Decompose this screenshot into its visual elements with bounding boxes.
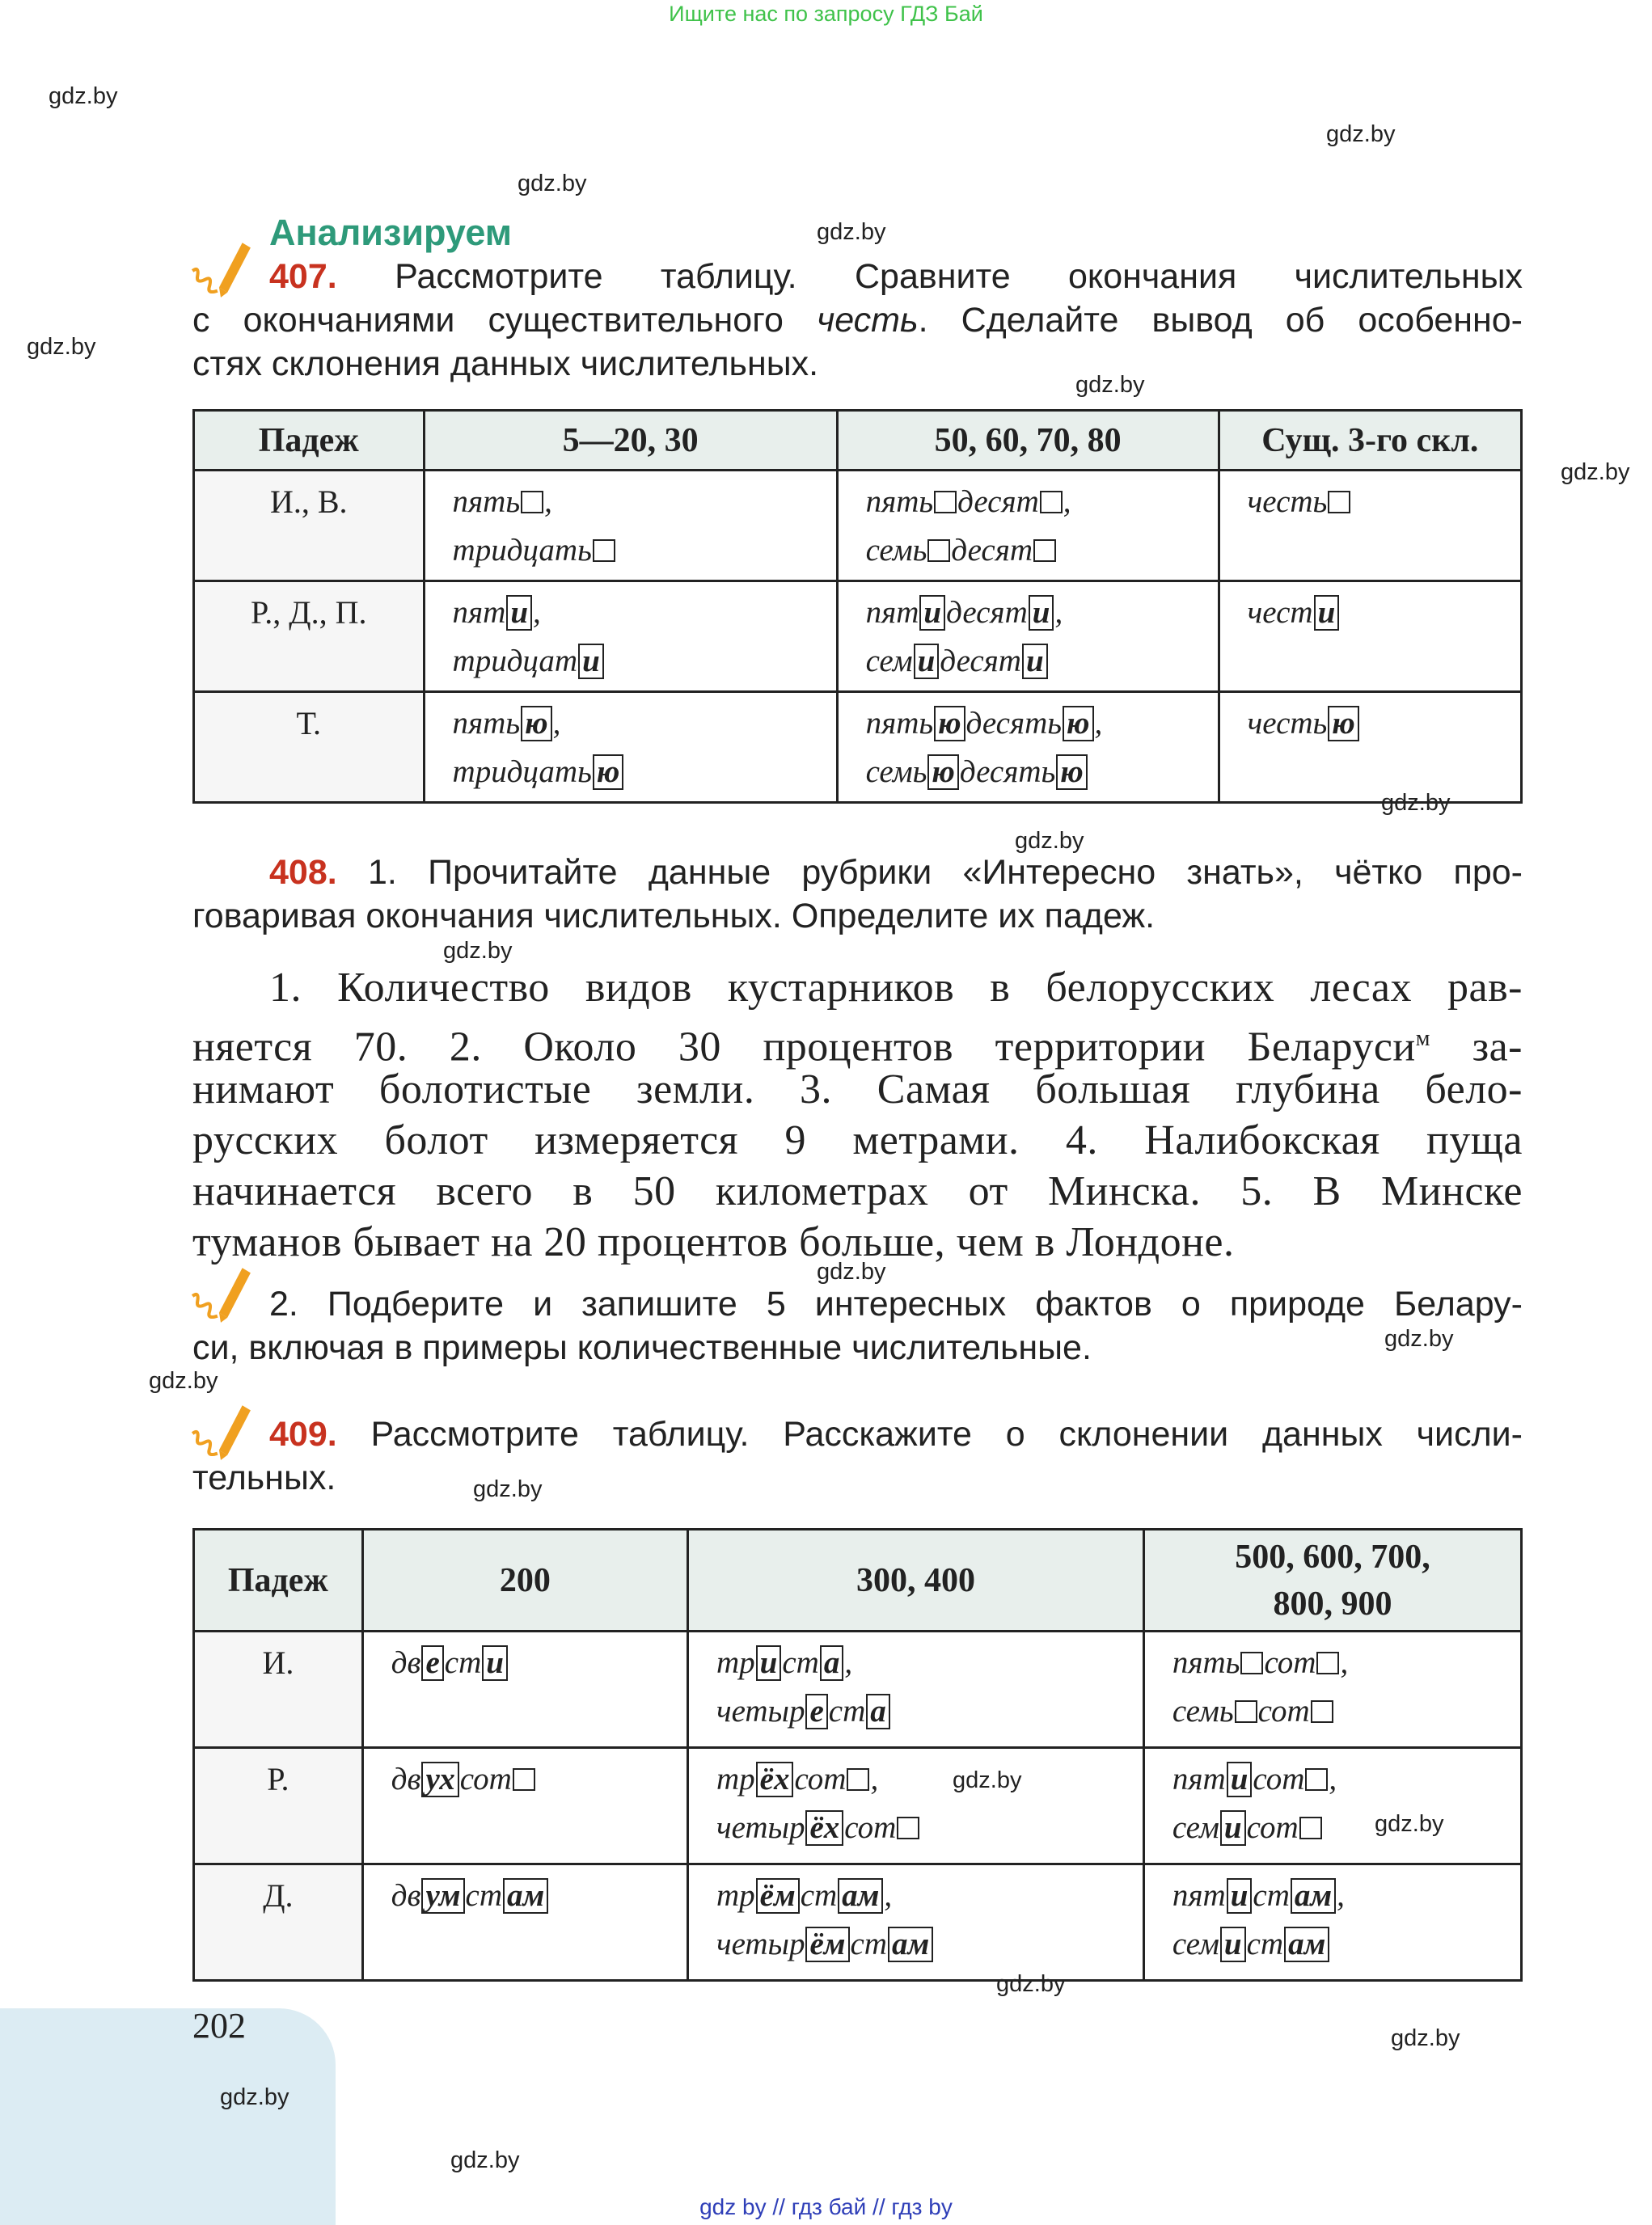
case-cell: И. xyxy=(194,1632,363,1748)
form-cell: пять ю , тридцать ю xyxy=(424,692,837,803)
word-stem: десять xyxy=(959,754,1056,789)
watermark: gdz.by xyxy=(518,171,587,196)
word-stem: пят xyxy=(865,595,919,630)
word-stem: сот xyxy=(459,1762,512,1796)
word-stem: ст xyxy=(850,1927,887,1961)
watermark: gdz.by xyxy=(953,1767,1022,1793)
watermark: gdz.by xyxy=(443,938,513,964)
watermark: gdz.by xyxy=(450,2147,520,2173)
form-cell: пять десят , семь десят xyxy=(837,471,1219,581)
watermark: gdz.by xyxy=(49,83,118,109)
form-cell xyxy=(362,1864,687,1981)
word-stem: пят xyxy=(452,595,506,630)
exercise-number: 407. xyxy=(269,257,337,296)
reading-line: начинается всего в 50 километрах от Минска. 5. В Минске xyxy=(192,1168,1523,1214)
ending-box: и xyxy=(578,644,604,679)
table-header: 50, 60, 70, 80 xyxy=(837,411,1219,471)
pencil-icon xyxy=(188,1399,254,1465)
table-header: 200 xyxy=(362,1530,687,1632)
form-cell xyxy=(362,1632,687,1748)
ending-box: ёх xyxy=(756,1762,794,1797)
word-stem: десять xyxy=(965,706,1063,741)
word-stem: дв xyxy=(391,1645,421,1680)
pencil-icon xyxy=(188,236,254,302)
watermark: gdz.by xyxy=(1326,121,1396,147)
watermark: gdz.by xyxy=(1075,372,1145,398)
word-stem: ст xyxy=(444,1645,482,1680)
word-stem: ст xyxy=(1246,1927,1284,1961)
word-stem: честь xyxy=(1247,484,1328,519)
word-stem: пять xyxy=(452,484,521,519)
word-stem: пять xyxy=(865,706,934,741)
empty-ending xyxy=(521,491,543,513)
empty-ending xyxy=(1328,491,1350,513)
footer-link[interactable]: гдз бай xyxy=(791,2194,867,2219)
table-header: Падеж xyxy=(194,411,425,471)
form-cell: тр ём ст ам , четыр ём ст ам xyxy=(687,1864,1143,1981)
watermark: gdz.by xyxy=(1384,1326,1454,1352)
form-cell xyxy=(1219,471,1521,581)
word-stem: тр xyxy=(716,1878,755,1913)
empty-ending xyxy=(1235,1700,1257,1723)
ex408-line: говаривая окончания числительных. Определите их падеж. xyxy=(192,897,1156,935)
ending-box: ам xyxy=(503,1878,548,1914)
ending-box: а xyxy=(866,1694,890,1729)
page-number: 202 xyxy=(192,2006,246,2046)
table-row xyxy=(194,1748,1522,1864)
reading-text: за- xyxy=(1472,1024,1523,1070)
word-stem: сот xyxy=(794,1762,847,1796)
word-stem: десят xyxy=(957,484,1039,519)
word-stem: тридцать xyxy=(452,533,592,568)
ex407-text: Рассмотрите таблицу. Сравните окончания числительных xyxy=(395,257,1523,296)
empty-ending xyxy=(1240,1652,1263,1674)
ending-box: ам xyxy=(1284,1927,1329,1962)
table-row xyxy=(194,692,1522,803)
ex409-line xyxy=(269,1412,1523,1456)
word-stem: тр xyxy=(716,1762,755,1796)
word-stem: дв xyxy=(391,1762,421,1796)
word-stem: десят xyxy=(946,595,1028,630)
watermark: gdz.by xyxy=(27,334,96,360)
ending-box: ум xyxy=(421,1878,464,1914)
case-cell: Д. xyxy=(194,1864,363,1981)
word-stem: сем xyxy=(865,644,913,678)
ending-box: и xyxy=(756,1645,782,1681)
footer-link[interactable]: гдз by xyxy=(891,2194,953,2219)
ex409-text: Рассмотрите таблицу. Расскажите о склонении данных числи- xyxy=(370,1415,1523,1454)
word-stem: пять xyxy=(1172,1645,1240,1680)
reading-line: русских болот измеряется 9 метрами. 4. Налибокская пуща xyxy=(192,1117,1523,1163)
form-cell: пять сот , семь сот xyxy=(1143,1632,1521,1748)
section-title: Анализируем xyxy=(269,212,513,253)
ending-box: и xyxy=(506,595,532,631)
empty-ending xyxy=(513,1768,535,1791)
exercise-number: 408. xyxy=(269,853,337,892)
reading-line: нимают болотистые земли. 3. Самая большая глубина бело- xyxy=(192,1066,1523,1112)
ending-box: ю xyxy=(927,754,958,790)
form-cell xyxy=(1219,581,1521,692)
footer-separator: // xyxy=(772,2194,785,2219)
ending-box: ю xyxy=(934,706,965,741)
watermark: gdz.by xyxy=(996,1971,1066,1997)
word-stem: сот xyxy=(1264,1645,1316,1680)
watermark: gdz.by xyxy=(220,2084,289,2110)
table-409 xyxy=(192,1528,1523,1982)
empty-ending xyxy=(1299,1817,1322,1839)
word-stem: сот xyxy=(1246,1810,1299,1845)
superscript-mark: м xyxy=(1415,1026,1430,1051)
empty-ending xyxy=(1305,1768,1328,1791)
form-cell: пят и десят и , сем и десят и xyxy=(837,581,1219,692)
ex407-text: . Сделайте вывод об особенно- xyxy=(918,301,1523,340)
table-row xyxy=(194,471,1522,581)
page-corner-decoration xyxy=(0,2008,336,2225)
word-stem: пят xyxy=(1172,1762,1226,1796)
ex407-word-chest: честь xyxy=(816,301,919,340)
ending-box: е xyxy=(805,1694,827,1729)
ex407-line xyxy=(269,255,1523,298)
ex407-line: стях склонения данных числительных. xyxy=(192,344,819,383)
empty-ending xyxy=(934,491,957,513)
form-cell: пять ю десять ю , семь ю десять ю xyxy=(837,692,1219,803)
form-cell: тр ёх сот , четыр ёх сот xyxy=(687,1748,1143,1864)
ending-box: е xyxy=(421,1645,443,1681)
word-stem: десят xyxy=(940,644,1021,678)
word-stem: ст xyxy=(800,1878,838,1913)
word-stem: семь xyxy=(865,754,927,789)
empty-ending xyxy=(897,1817,919,1839)
form-cell: пят и ст ам , сем и ст ам xyxy=(1143,1864,1521,1981)
empty-ending xyxy=(847,1768,869,1791)
word-stem: семь xyxy=(1172,1694,1234,1729)
task2-line: 2. Подберите и запишите 5 интересных фактов о природе Белару- xyxy=(269,1285,1523,1324)
ending-box: и xyxy=(1220,1927,1246,1962)
ex408-line xyxy=(269,851,1523,894)
ending-box: ам xyxy=(1291,1878,1336,1914)
word-stem: четыр xyxy=(716,1694,805,1729)
ending-box: ю xyxy=(1056,754,1087,790)
word-stem: честь xyxy=(1247,706,1328,741)
case-cell: Т. xyxy=(194,692,425,803)
empty-ending xyxy=(1316,1652,1339,1674)
footer-separator: // xyxy=(872,2194,885,2219)
word-stem: ст xyxy=(465,1878,502,1913)
empty-ending xyxy=(927,539,950,562)
ending-box: и xyxy=(1022,644,1048,679)
word-stem: ст xyxy=(1253,1878,1290,1913)
table-header: Падеж xyxy=(194,1530,363,1632)
word-stem: ст xyxy=(782,1645,819,1680)
word-stem: сем xyxy=(1172,1927,1219,1961)
watermark: gdz.by xyxy=(817,1259,886,1285)
table-header: 5—20, 30 xyxy=(424,411,837,471)
reading-line: 1. Количество видов кустарников в белорусских лесах рав- xyxy=(269,965,1523,1011)
word-stem: ст xyxy=(828,1694,866,1729)
watermark: gdz.by xyxy=(1375,1811,1444,1837)
form-cell xyxy=(362,1748,687,1864)
ending-box: ём xyxy=(805,1927,849,1962)
word-stem: пят xyxy=(1172,1878,1226,1913)
word-stem: сот xyxy=(1253,1762,1305,1796)
table-header: Сущ. 3-го скл. xyxy=(1219,411,1521,471)
ending-box: и xyxy=(1314,595,1340,631)
empty-ending xyxy=(1033,539,1056,562)
watermark: gdz.by xyxy=(817,219,886,245)
ending-box: ю xyxy=(521,706,551,741)
word-stem: тридцать xyxy=(452,754,592,789)
word-stem: тридцат xyxy=(452,644,578,678)
word-stem: сот xyxy=(844,1810,897,1845)
ending-box: ю xyxy=(1328,706,1358,741)
watermark: gdz.by xyxy=(1381,790,1451,816)
empty-ending xyxy=(1311,1700,1333,1723)
ex409-line: тельных. xyxy=(192,1459,336,1497)
empty-ending xyxy=(593,539,615,562)
ending-box: ам xyxy=(888,1927,933,1962)
watermark: gdz.by xyxy=(1015,828,1084,854)
reading-text: няется 70. 2. Около 30 процентов территории Беларуси xyxy=(192,1024,1416,1070)
word-stem: чест xyxy=(1247,595,1313,630)
watermark: gdz.by xyxy=(1561,459,1630,485)
task2-line: си, включая в примеры количественные числительные. xyxy=(192,1328,1092,1367)
ending-box: и xyxy=(914,644,940,679)
header-line: 800, 900 xyxy=(1273,1585,1392,1623)
table-header xyxy=(1143,1530,1521,1632)
ending-box: и xyxy=(1029,595,1054,631)
empty-ending xyxy=(1040,491,1063,513)
form-cell: пять , тридцать xyxy=(424,471,837,581)
ending-box: и xyxy=(1227,1762,1253,1797)
form-cell xyxy=(1219,692,1521,803)
ex408-text: 1. Прочитайте данные рубрики «Интересно знать», чётко про- xyxy=(367,853,1523,892)
form-cell: пят и , тридцат и xyxy=(424,581,837,692)
word-stem: четыр xyxy=(716,1810,805,1845)
case-cell: Р., Д., П. xyxy=(194,581,425,692)
case-cell: Р. xyxy=(194,1748,363,1864)
word-stem: дв xyxy=(391,1878,421,1913)
watermark: gdz.by xyxy=(149,1368,218,1394)
ending-box: и xyxy=(482,1645,508,1681)
watermark: gdz.by xyxy=(473,1476,543,1502)
table-row xyxy=(194,581,1522,692)
form-cell: тр и ст а , четыр е ст а xyxy=(687,1632,1143,1748)
ending-box: и xyxy=(919,595,945,631)
ending-box: ю xyxy=(593,754,623,790)
word-stem: пять xyxy=(452,706,521,741)
table-row xyxy=(194,1864,1522,1981)
word-stem: сот xyxy=(1257,1694,1310,1729)
table-header: 300, 400 xyxy=(687,1530,1143,1632)
table-407 xyxy=(192,409,1523,804)
header-search-link[interactable]: Ищите нас по запросу ГДЗ Бай xyxy=(669,2,983,26)
ending-box: ёх xyxy=(805,1810,843,1846)
ending-box: и xyxy=(1220,1810,1246,1846)
reading-line: туманов бывает на 20 процентов больше, чем в Лондоне. xyxy=(192,1219,1235,1265)
word-stem: семь xyxy=(865,533,927,568)
ending-box: и xyxy=(1227,1878,1253,1914)
exercise-number: 409. xyxy=(269,1415,337,1454)
ex407-line xyxy=(192,298,1523,342)
word-stem: пять xyxy=(865,484,934,519)
footer-links xyxy=(0,2194,1652,2220)
ending-box: ам xyxy=(838,1878,883,1914)
word-stem: тр xyxy=(716,1645,755,1680)
ending-box: ём xyxy=(756,1878,800,1914)
ending-box: ю xyxy=(1063,706,1093,741)
ending-box: ух xyxy=(421,1762,458,1797)
case-cell: И., В. xyxy=(194,471,425,581)
pencil-icon xyxy=(188,1261,254,1328)
word-stem: сем xyxy=(1172,1810,1219,1845)
ending-box: а xyxy=(820,1645,844,1681)
form-cell: пят и сот , сем и сот xyxy=(1143,1748,1521,1864)
watermark: gdz.by xyxy=(1391,2025,1460,2051)
word-stem: четыр xyxy=(716,1927,805,1961)
header-line: 500, 600, 700, xyxy=(1235,1538,1430,1576)
table-row xyxy=(194,1632,1522,1748)
footer-link[interactable]: gdz by xyxy=(699,2194,767,2219)
ex407-text: с окончаниями существительного xyxy=(192,301,784,340)
word-stem: десят xyxy=(951,533,1033,568)
